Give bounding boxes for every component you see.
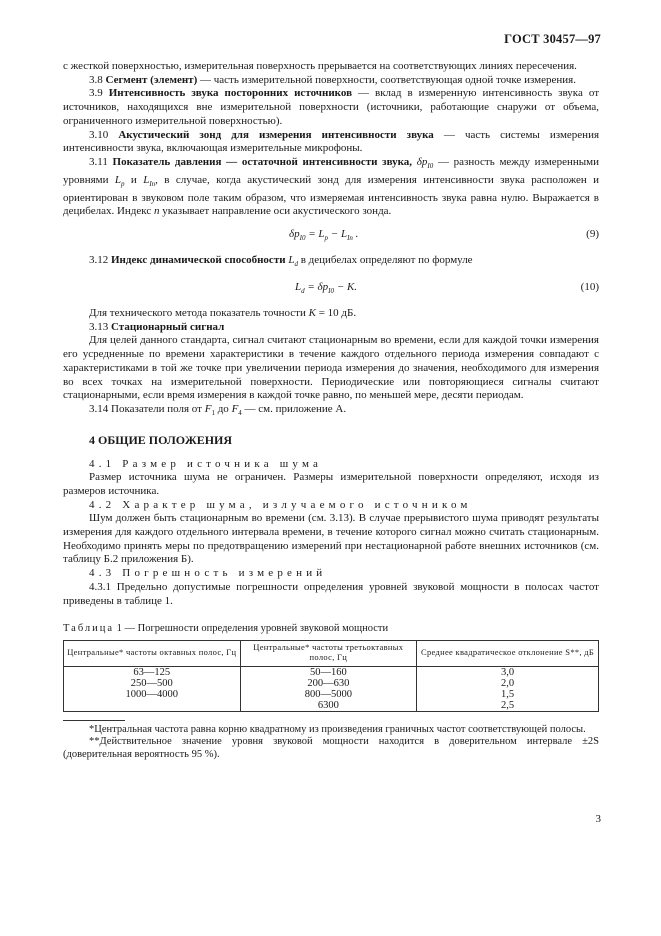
clause-4-3-1: 4.3.1 Предельно допустимые погрешности определения уровней звуковой мощности в полосах частот приведены в таблице 1. xyxy=(63,580,599,607)
clause-4-2-title: 4.2 Характер шума, излучаемого источником xyxy=(89,498,472,511)
table-row xyxy=(64,689,599,700)
page-number: 3 xyxy=(595,813,601,825)
symbol-subscript: d xyxy=(294,260,298,269)
column-header: Центральные* частоты третьоктавных полос, Гц xyxy=(240,640,417,666)
clause-number: 3.11 xyxy=(89,155,108,168)
symbol-ld: L xyxy=(288,254,295,267)
paragraph-intro: с жесткой поверхностью, измерительная поверхность прерывается на соответствующих линиях пересечения. xyxy=(63,60,577,72)
clause-number: 3.13 xyxy=(89,320,109,333)
formula-subscript: d xyxy=(301,287,305,296)
term-segment: Сегмент (элемент) xyxy=(105,73,198,86)
term-acoustic-probe: Акустический зонд для измерения интенсивности звука xyxy=(118,128,434,141)
symbol-li: L xyxy=(143,173,150,186)
formula-subscript: In xyxy=(347,234,353,243)
symbol-f1: F xyxy=(204,402,212,415)
conjunction-text: и xyxy=(124,173,144,186)
clause-4-3-title: 4.3 Погрешность измерений xyxy=(89,567,327,580)
formula-10 xyxy=(63,275,599,303)
error-table xyxy=(63,640,599,712)
formula-term: . xyxy=(352,228,359,241)
table-caption-label: Таблица xyxy=(63,623,115,635)
term-dynamic-capability-index: Индекс динамической способности xyxy=(111,254,286,267)
symbol-subscript: I0 xyxy=(427,162,434,171)
clause-3-13-text: Для целей данного стандарта, сигнал считают стационарным во времени, если для каждой точки измерения его усредненные по времени характеристики в течение каждого отдельного периода измерения совпадают с характеристиками в той же точке при увеличении периода измерения до значения, необходимого для измерения во всех точках на измерительной поверхности. Периодические или повторяющиеся сигналы считают стационарными, если время измерения в каждой точке равно, по меньшей мере, десяти периодам. xyxy=(63,334,599,402)
formula-number: (10) xyxy=(580,281,599,293)
symbol-subscript: p xyxy=(121,180,125,188)
column-header: Центральные* частоты октавных полос, Гц xyxy=(64,640,241,666)
clause-4-1-text: Размер источника шума не ограничен. Размеры измерительной поверхности определяют, исходя из размеров источника. xyxy=(63,471,599,497)
symbol-subscript: In xyxy=(149,180,156,188)
term-pressure-residual-index: Показатель давления — остаточной интенсивности звука, xyxy=(112,155,413,168)
clause-3-9 xyxy=(63,87,599,128)
document-header: ГОСТ 30457—97 xyxy=(504,32,601,46)
term-extraneous-intensity: Интенсивность звука посторонних источников xyxy=(108,87,353,100)
table-caption-text: 1 — Погрешности определения уровней звуковой мощности xyxy=(114,623,389,635)
clause-number: 3.9 xyxy=(89,87,103,100)
symbol-k: K xyxy=(308,307,316,319)
term-stationary-signal: Стационарный сигнал xyxy=(111,320,225,333)
clause-3-10 xyxy=(63,129,599,156)
definition-text: — разность между измеренными уровнями xyxy=(63,155,599,186)
table-cell: 50—160 xyxy=(240,666,417,678)
table-row xyxy=(64,700,599,712)
clause-4-1-title: 4.1 Размер источника шума xyxy=(89,457,323,470)
symbol-dp: δp xyxy=(416,155,428,168)
formula-term: δp xyxy=(289,228,300,241)
table-cell: 800—5000 xyxy=(240,689,417,700)
definition-text: — часть измерительной поверхности, соответствующая одной точке измерения. xyxy=(197,73,576,86)
paragraph-text: Для технического метода показатель точности xyxy=(89,307,309,319)
section-heading-4: 4 ОБЩИЕ ПОЛОЖЕНИЯ xyxy=(89,432,233,447)
definition-text: — часть системы измерения интенсивности звука, включающая измерительные микрофоны. xyxy=(63,128,600,155)
clause-3-12 xyxy=(63,254,599,272)
formula-expression xyxy=(289,228,358,246)
paragraph-text: = 10 дБ. xyxy=(315,307,357,319)
definition-text: указывает направление оси акустического зонда. xyxy=(159,205,392,218)
definition-text: , в случае, когда акустический зонд для измерения интенсивности звука расположен и ориентирован в звуковом поле таким образом, что измеряемая интенсивность звука равна нулю. Выражается в децибелах. Индекс xyxy=(63,173,600,218)
table-header-row xyxy=(64,640,599,666)
table-cell: 6300 xyxy=(240,700,417,712)
formula-term: = L xyxy=(305,228,325,241)
paragraph-text: — см. приложение А. xyxy=(241,402,347,415)
definition-text: — вклад в измеренную интенсивность звука от источников, находящихся вне измерительной поверхности (источники, работающие снаружи от объема, ограниченного измерительной поверхностью). xyxy=(63,87,599,127)
paragraph-text: до xyxy=(214,402,232,415)
symbol-subscript: 4 xyxy=(238,409,242,418)
formula-9 xyxy=(63,222,599,250)
symbol-lp: L xyxy=(114,173,122,186)
formula-number: (9) xyxy=(586,228,599,241)
table-row xyxy=(64,666,599,678)
footnote-1: *Центральная частота равна корню квадратному из произведения граничных частот соответствующей полосы. xyxy=(89,723,586,735)
table-cell xyxy=(64,700,241,712)
clause-number: 3.12 xyxy=(89,254,109,267)
table-row xyxy=(64,678,599,689)
document-body xyxy=(63,60,599,761)
table-cell: 250—500 xyxy=(64,678,241,689)
table-caption xyxy=(63,622,599,636)
clause-number: 3.10 xyxy=(89,128,109,141)
formula-subscript: I0 xyxy=(328,287,335,296)
table-cell: 1,5 xyxy=(417,689,599,700)
formula-subscript: I0 xyxy=(299,234,306,243)
clause-3-11 xyxy=(63,156,599,219)
column-header: Среднее квадратическое отклонение S**, дБ xyxy=(417,640,599,666)
table-cell: 3,0 xyxy=(417,666,599,678)
table-cell: 2,5 xyxy=(417,700,599,712)
paragraph-accuracy xyxy=(63,307,599,321)
table-cell: 1000—4000 xyxy=(64,689,241,700)
formula-subscript: p xyxy=(324,234,329,243)
definition-text: в децибелах определяют по формуле xyxy=(297,254,473,267)
formula-term: − L xyxy=(328,228,348,241)
formula-expression xyxy=(295,281,357,299)
clause-number: 3.8 xyxy=(89,73,103,86)
formula-term: − K. xyxy=(334,281,358,293)
formula-term: = δp xyxy=(304,281,329,293)
clause-3-8 xyxy=(63,74,599,88)
symbol-subscript: 1 xyxy=(211,409,215,418)
table-cell: 200—630 xyxy=(240,678,417,689)
table-cell: 2,0 xyxy=(417,678,599,689)
clause-4-2-text: Шум должен быть стационарным во времени (см. 3.13). В случае прерывистого шума приводят результаты измерения для каждого отдельного интервала времени, в течение которого сигнал можно считать стационарным. Необходимо принять меры по предотвращению измерений при нестационарной работе внешних источников (см. таблицу Б.2 приложения Б). xyxy=(63,512,599,566)
table-cell: 63—125 xyxy=(64,666,241,678)
footnote-2: **Действительное значение уровня звуковой мощности находится в доверительном интервале ±2S (доверительная вероятность 95 %). xyxy=(63,736,599,760)
clause-3-14 xyxy=(63,403,599,421)
footnote-divider xyxy=(63,720,125,721)
symbol-f4: F xyxy=(231,402,239,415)
paragraph-text: 3.14 Показатели поля от xyxy=(89,402,205,415)
clause-3-13 xyxy=(63,321,599,335)
formula-term: L xyxy=(295,281,302,293)
symbol-n: n xyxy=(153,205,160,218)
